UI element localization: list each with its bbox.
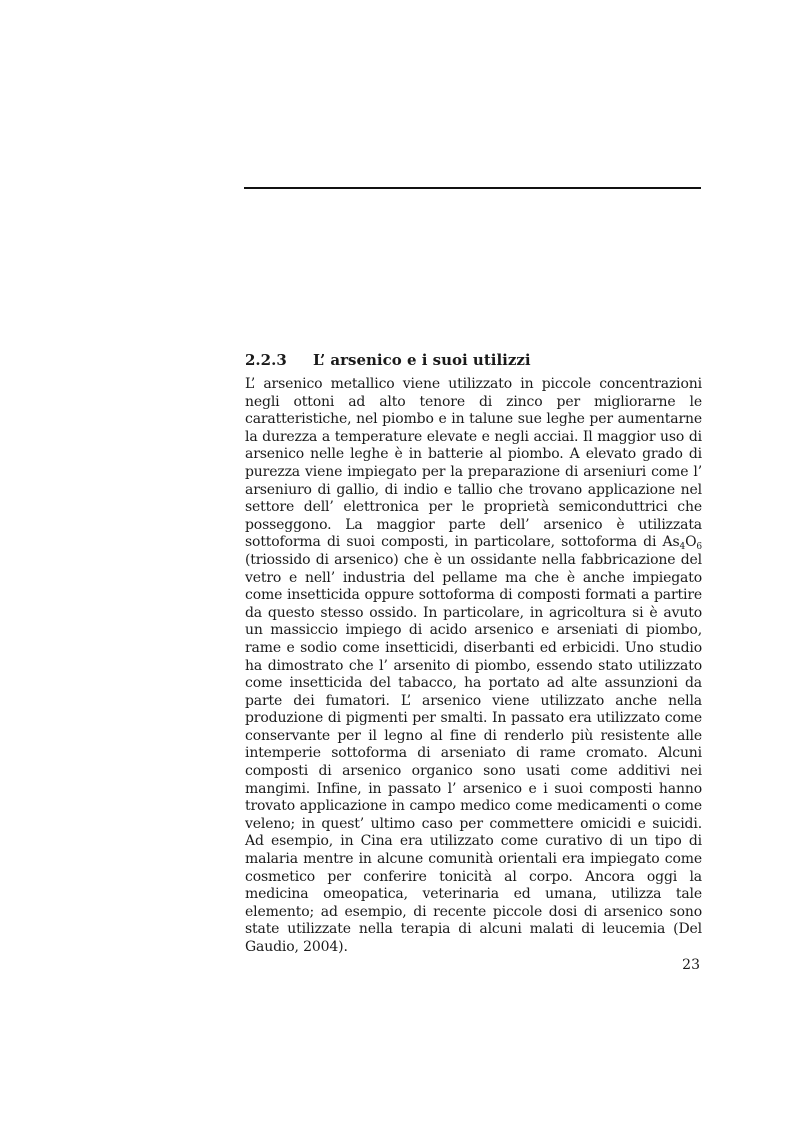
body-text-part2: (triossido di arsenico) che è un ossidante nella fabbricazione del vetro e nell’ industria del pellame ma che è anche impiegato come insetticida oppure sottoforma di composti formati a partire da questo stesso ossido. In particolare, in agricoltura si è avuto un massiccio impiego di acido arsenico e arseniati di piombo, rame e sodio come insetticidi, diserbanti ed erbicidi. Uno studio ha dimostrato che l’ arsenito di piombo, essendo stato utilizzato come insetticida del tabacco, ha portato ad alte assunzioni da parte dei fumatori. L’ arsenico viene utilizzato anche nella produzione di pigmenti per smalti. In passato era utilizzato come conservante per il legno al fine di renderlo più resistente alle intemperie sottoforma di arseniato di rame cromato. Alcuni composti di arsenico organico sono usati come additivi nei mangimi. Infine, in passato l’ arsenico e i suoi composti hanno trovato applicazione in campo medico come medicamenti o come veleno; in quest’ ultimo caso per commettere omicidi e suicidi. Ad esempio, in Cina era utilizzato come curativo di un tipo di malaria mentre in alcune comunità orientali era impiegato come cosmetico per conferire tonicità al corpo. Ancora oggi la medicina omeopatica, veterinaria ed umana, utilizza tale elemento; ad esempio, di recente piccole dosi di arsenico sono state utilizzate nella terapia di alcuni malati di leucemia (Del Gaudio, 2004). [245, 551, 702, 955]
body-text-part1: L’ arsenico metallico viene utilizzato in piccole concentrazioni negli ottoni ad alto tenore di zinco per migliorarne le caratteristiche, nel piombo e in talune sue leghe per aumentarne la durezza a temperature elevate e negli acciai. Il maggior uso di arsenico nelle leghe è in batterie al piombo. A elevato grado di purezza viene impiegato per la preparazione di arseniuri come l’ arseniuro di gallio, di indio e tallio che trovano applicazione nel settore dell’ elettronica per le proprietà semiconduttrici che posseggono. La maggior parte dell’ arsenico è utilizzata sottoforma di suoi composti, in particolare, sottoforma di As [245, 376, 702, 551]
section-title: L’ arsenico e i suoi utilizzi [313, 351, 531, 369]
section-number: 2.2.3 [245, 351, 287, 369]
body-paragraph [245, 376, 702, 957]
section-heading [245, 350, 701, 370]
formula-subscript-4: 4 [679, 542, 686, 553]
header-rule [244, 187, 701, 189]
formula-subscript-6: 6 [696, 542, 702, 553]
page-number: 23 [682, 957, 700, 973]
formula-oxygen: O [685, 534, 697, 551]
